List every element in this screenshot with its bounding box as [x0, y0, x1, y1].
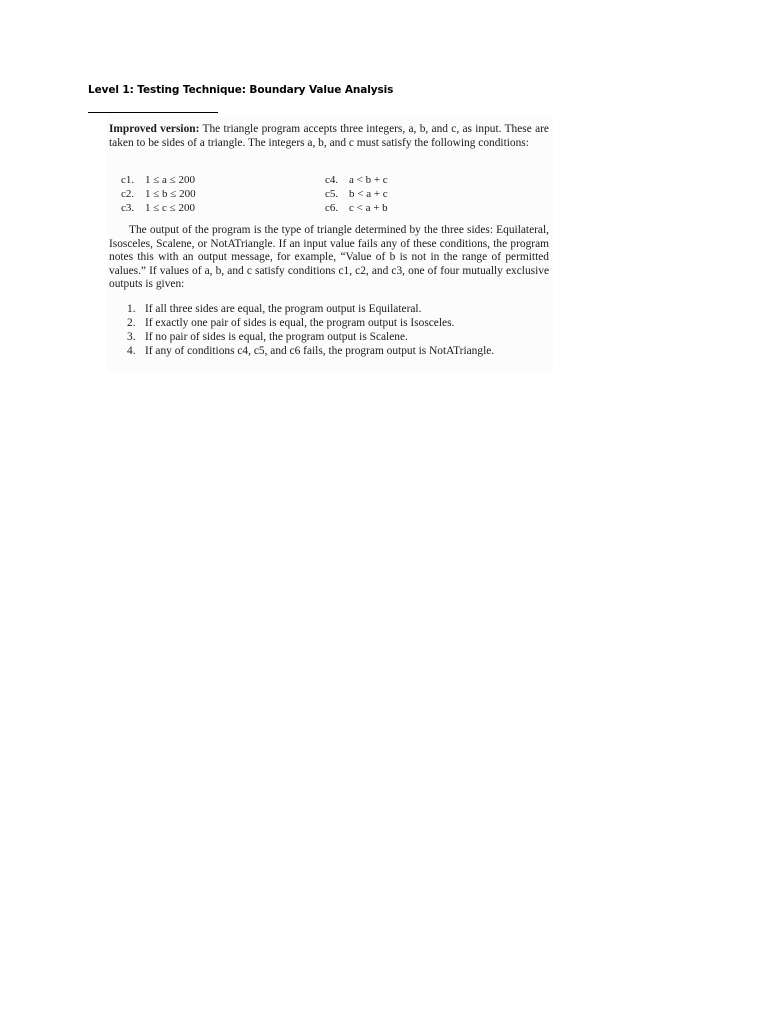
output-text: If any of conditions c4, c5, and c6 fails, the program output is NotATriangle.: [145, 345, 495, 357]
condition-expr: 1 ≤ c ≤ 200: [145, 202, 195, 214]
condition-id: c2.: [121, 188, 135, 200]
condition-id: c6.: [325, 202, 339, 214]
condition-id: c1.: [121, 174, 135, 186]
condition-id: c4.: [325, 174, 339, 186]
condition-item: [121, 174, 195, 188]
condition-expr: a < b + c: [349, 174, 388, 186]
output-item: [127, 345, 494, 359]
condition-expr: b < a + c: [349, 188, 388, 200]
output-text: If all three sides are equal, the program output is Equilateral.: [145, 303, 422, 315]
output-number: 4.: [127, 345, 136, 357]
condition-expr: 1 ≤ b ≤ 200: [145, 188, 196, 200]
output-number: 3.: [127, 331, 136, 343]
condition-item: [325, 188, 388, 202]
condition-item: [325, 174, 388, 188]
output-number: 1.: [127, 303, 136, 315]
condition-item: [325, 202, 388, 216]
output-item: [127, 317, 454, 331]
condition-expr: c < a + b: [349, 202, 388, 214]
output-item: [127, 331, 408, 345]
body-paragraph: The output of the program is the type of triangle determined by the three sides: Equilateral, Isosceles, Scalene, or NotATriangle. If an input value fails any of these conditions, the program notes this with an output message, for example, “Value of b is not in the range of permitted values.” If values of a, b, and c satisfy conditions c1, c2, and c3, one of four mutually exclusive outputs is given:: [109, 224, 549, 291]
condition-id: c3.: [121, 202, 135, 214]
output-text: If no pair of sides is equal, the program output is Scalene.: [145, 331, 408, 343]
scanned-excerpt: [107, 116, 553, 372]
output-item: [127, 303, 421, 317]
intro-text: The triangle program accepts three integers, a, b, and c, as input. These are taken to be sides of a triangle. The integers a, b, and c must satisfy the following conditions:: [109, 123, 549, 149]
intro-bold-label: Improved version:: [109, 123, 200, 135]
page-heading: Level 1: Testing Technique: Boundary Value Analysis: [88, 84, 394, 96]
heading-underline: [88, 112, 218, 113]
output-number: 2.: [127, 317, 136, 329]
output-text: If exactly one pair of sides is equal, the program output is Isosceles.: [145, 317, 455, 329]
condition-item: [121, 188, 196, 202]
condition-id: c5.: [325, 188, 339, 200]
condition-expr: 1 ≤ a ≤ 200: [145, 174, 195, 186]
intro-paragraph: [109, 123, 549, 150]
condition-item: [121, 202, 195, 216]
